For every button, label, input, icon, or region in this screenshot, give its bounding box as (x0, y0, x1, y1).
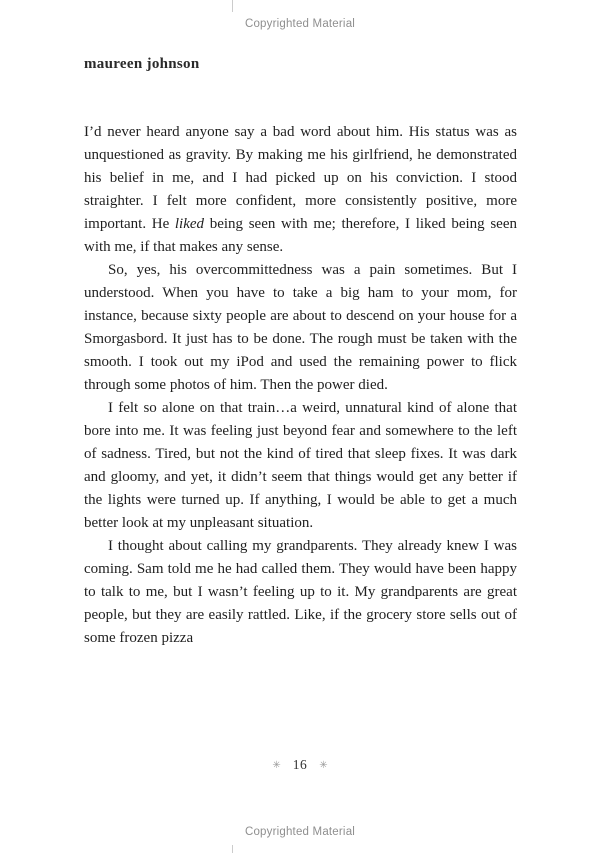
text-run: So, yes, his overcommittedness was a pain sometimes. But I understood. When you have to take a big ham to your mom, for instance, because sixty people are about to descend on your house for a Smorgasbord. It just has to be done. The rough must be taken with the smooth. I took out my iPod and used the remaining power to flick through some photos of him. Then the power died. (84, 262, 517, 393)
page-edge-mark-bottom (232, 845, 233, 853)
copyright-notice-bottom: Copyrighted Material (244, 826, 356, 838)
copyright-notice-top: Copyrighted Material (244, 18, 356, 30)
ornament-right: ✳ (319, 760, 328, 771)
text-run: I thought about calling my grandparents. They already knew I was coming. Sam told me he had called them. They would have been happy to talk to me, but I wasn’t feeling up to it. My grandparents are great people, but they are easily rattled. Like, if the grocery store sells out of some frozen pizza (84, 538, 517, 646)
paragraph (84, 397, 517, 535)
ornament-left: ✳ (272, 760, 281, 771)
italic-text: liked (174, 216, 205, 232)
page-footer (0, 757, 600, 773)
body-text (84, 121, 517, 650)
page-number: 16 (292, 757, 308, 772)
paragraph (84, 121, 517, 259)
text-run: being seen with me; therefore, I liked being seen with me, if that makes any sense. (84, 216, 517, 255)
running-head-author: maureen johnson (84, 56, 200, 72)
paragraph (84, 259, 517, 397)
paragraph (84, 535, 517, 650)
page-edge-mark-top (232, 0, 233, 12)
text-run: I felt so alone on that train…a weird, unnatural kind of alone that bore into me. It was feeling just beyond fear and somewhere to the left of sadness. Tired, but not the kind of tired that sleep fixes. It was dark and gloomy, and yet, it didn’t seem that things would get any better if the lights were turned up. If anything, I would be able to get a much better look at my unpleasant situation. (84, 400, 517, 531)
text-run: I’d never heard anyone say a bad word about him. His status was as unquestioned as gravity. By making me his girlfriend, he demonstrated his belief in me, and I had picked up on his conviction. I stood straighter. I felt more confident, more consistently positive, more important. He (84, 124, 517, 232)
